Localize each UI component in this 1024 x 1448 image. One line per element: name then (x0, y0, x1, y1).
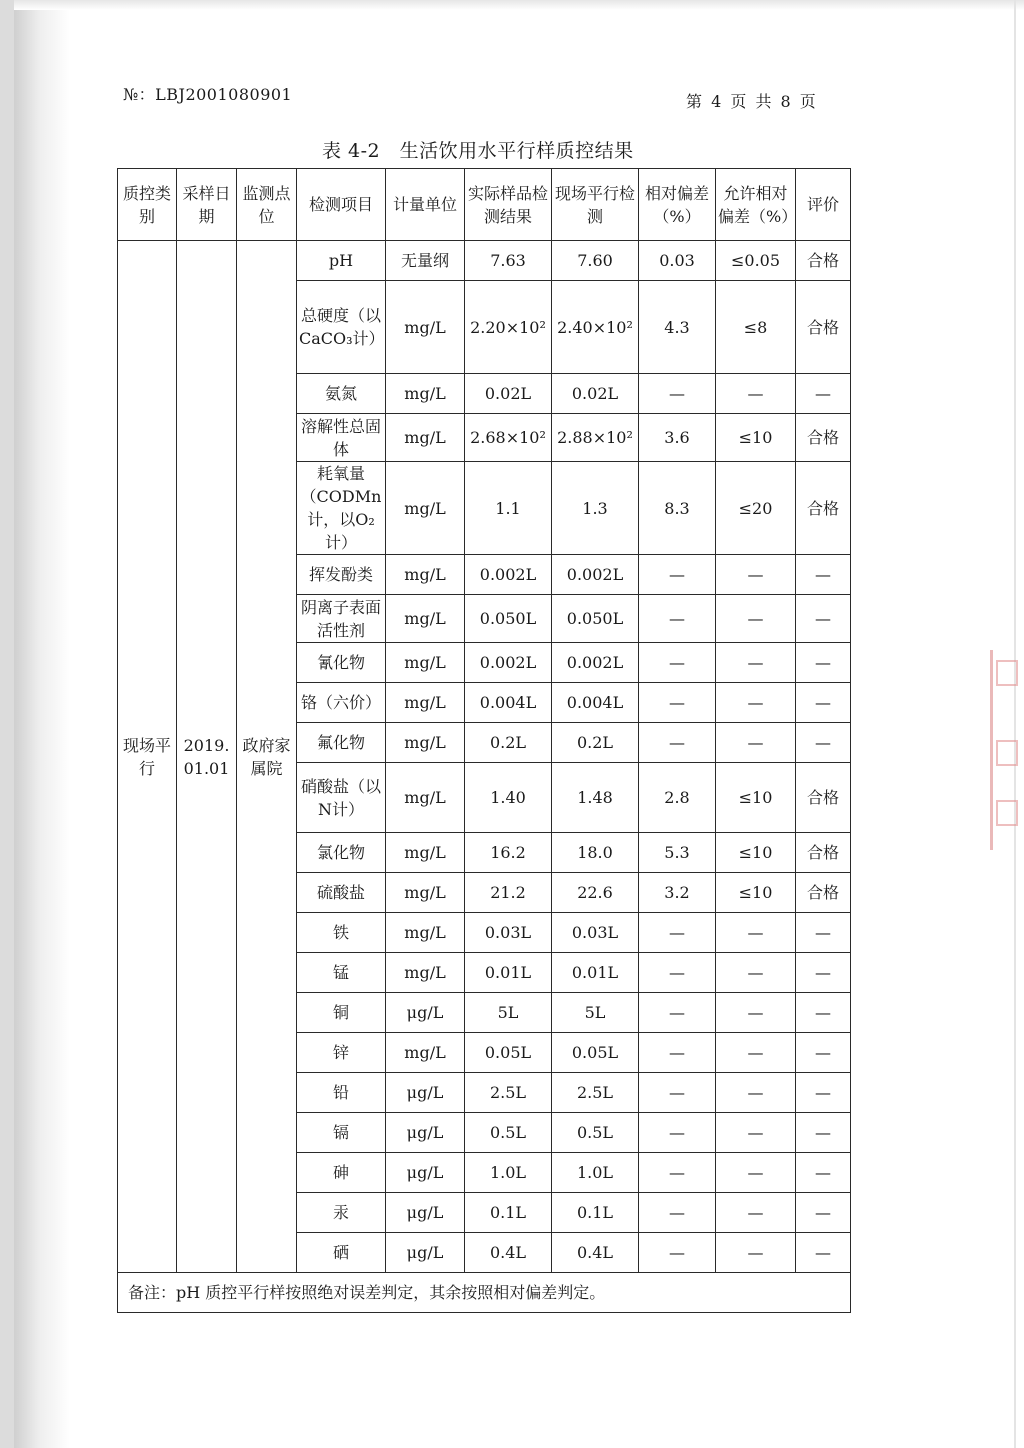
table-title: 表 4-2 生活饮用水平行样质控结果 (322, 140, 634, 162)
test-item: 铁 (297, 913, 386, 953)
col-header: 质控类别 (118, 169, 177, 241)
relative-deviation: — (639, 643, 716, 683)
actual-result: 2.20×10² (465, 281, 552, 374)
table-header-row (118, 169, 851, 241)
evaluation: — (796, 1153, 851, 1193)
col-header: 评价 (796, 169, 851, 241)
unit: μg/L (386, 1073, 465, 1113)
table-row (118, 241, 851, 281)
unit: mg/L (386, 462, 465, 555)
unit: μg/L (386, 1193, 465, 1233)
test-item: 铅 (297, 1073, 386, 1113)
test-item: 氟化物 (297, 723, 386, 763)
allowed-deviation: — (716, 555, 796, 595)
unit: μg/L (386, 1113, 465, 1153)
actual-result: 0.02L (465, 374, 552, 414)
note-row (118, 1273, 851, 1313)
evaluation: — (796, 913, 851, 953)
parallel-result: 22.6 (552, 873, 639, 913)
evaluation: 合格 (796, 462, 851, 555)
relative-deviation: — (639, 1153, 716, 1193)
test-item: 汞 (297, 1193, 386, 1233)
actual-result: 0.03L (465, 913, 552, 953)
actual-result: 7.63 (465, 241, 552, 281)
evaluation: 合格 (796, 241, 851, 281)
evaluation: — (796, 993, 851, 1033)
col-header: 允许相对偏差（%） (716, 169, 796, 241)
parallel-result: 18.0 (552, 833, 639, 873)
seal-stamp-mark (996, 740, 1018, 766)
unit: mg/L (386, 374, 465, 414)
parallel-result: 0.03L (552, 913, 639, 953)
relative-deviation: 2.8 (639, 763, 716, 833)
col-header: 监测点位 (237, 169, 297, 241)
test-item: 总硬度（以CaCO₃计） (297, 281, 386, 374)
evaluation: — (796, 723, 851, 763)
relative-deviation: — (639, 1193, 716, 1233)
table-note: 备注：pH 质控平行样按照绝对误差判定，其余按照相对偏差判定。 (118, 1273, 851, 1313)
test-item: 铜 (297, 993, 386, 1033)
actual-result: 0.004L (465, 683, 552, 723)
relative-deviation: — (639, 913, 716, 953)
report-number: №：LBJ2001080901 (123, 85, 293, 104)
col-header: 检测项目 (297, 169, 386, 241)
test-item: 阴离子表面活性剂 (297, 595, 386, 643)
col-header: 实际样品检测结果 (465, 169, 552, 241)
relative-deviation: — (639, 595, 716, 643)
parallel-result: 5L (552, 993, 639, 1033)
col-header: 采样日期 (177, 169, 237, 241)
col-header: 计量单位 (386, 169, 465, 241)
unit: mg/L (386, 643, 465, 683)
allowed-deviation: — (716, 1193, 796, 1233)
unit: 无量纲 (386, 241, 465, 281)
relative-deviation: — (639, 1113, 716, 1153)
relative-deviation: — (639, 953, 716, 993)
evaluation: — (796, 1113, 851, 1153)
parallel-result: 1.3 (552, 462, 639, 555)
actual-result: 2.68×10² (465, 414, 552, 462)
col-header: 现场平行检测 (552, 169, 639, 241)
evaluation: 合格 (796, 763, 851, 833)
actual-result: 5L (465, 993, 552, 1033)
unit: mg/L (386, 555, 465, 595)
test-item: 硒 (297, 1233, 386, 1273)
allowed-deviation: ≤10 (716, 414, 796, 462)
evaluation: 合格 (796, 281, 851, 374)
unit: mg/L (386, 1033, 465, 1073)
evaluation: 合格 (796, 833, 851, 873)
actual-result: 1.40 (465, 763, 552, 833)
actual-result: 0.050L (465, 595, 552, 643)
evaluation: — (796, 555, 851, 595)
test-item: 氰化物 (297, 643, 386, 683)
allowed-deviation: — (716, 683, 796, 723)
allowed-deviation: — (716, 595, 796, 643)
relative-deviation: — (639, 555, 716, 595)
unit: mg/L (386, 683, 465, 723)
parallel-result: 0.002L (552, 643, 639, 683)
allowed-deviation: — (716, 374, 796, 414)
allowed-deviation: — (716, 1233, 796, 1273)
actual-result: 1.0L (465, 1153, 552, 1193)
unit: μg/L (386, 993, 465, 1033)
actual-result: 0.1L (465, 1193, 552, 1233)
evaluation: — (796, 953, 851, 993)
test-item: 氯化物 (297, 833, 386, 873)
allowed-deviation: ≤8 (716, 281, 796, 374)
allowed-deviation: ≤0.05 (716, 241, 796, 281)
sample-date-cell: 2019.01.01 (177, 241, 237, 1273)
allowed-deviation: — (716, 1113, 796, 1153)
unit: μg/L (386, 1153, 465, 1193)
col-header: 相对偏差（%） (639, 169, 716, 241)
evaluation: 合格 (796, 873, 851, 913)
actual-result: 1.1 (465, 462, 552, 555)
evaluation: — (796, 1073, 851, 1113)
relative-deviation: — (639, 1233, 716, 1273)
test-item: 硫酸盐 (297, 873, 386, 913)
relative-deviation: — (639, 1073, 716, 1113)
unit: mg/L (386, 953, 465, 993)
scan-edge (0, 0, 14, 1448)
test-item: 铬（六价） (297, 683, 386, 723)
seal-stamp-mark (996, 800, 1018, 826)
actual-result: 0.05L (465, 1033, 552, 1073)
scan-top-edge (14, 0, 1024, 10)
parallel-result: 0.4L (552, 1233, 639, 1273)
allowed-deviation: — (716, 1153, 796, 1193)
allowed-deviation: ≤10 (716, 763, 796, 833)
allowed-deviation: — (716, 913, 796, 953)
actual-result: 0.002L (465, 555, 552, 595)
evaluation: — (796, 374, 851, 414)
allowed-deviation: ≤10 (716, 873, 796, 913)
parallel-result: 0.2L (552, 723, 639, 763)
qc-type-cell: 现场平行 (118, 241, 177, 1273)
test-item: 锰 (297, 953, 386, 993)
unit: mg/L (386, 414, 465, 462)
unit: mg/L (386, 913, 465, 953)
actual-result: 16.2 (465, 833, 552, 873)
relative-deviation: — (639, 683, 716, 723)
qc-results-table (117, 168, 851, 1313)
relative-deviation: 4.3 (639, 281, 716, 374)
parallel-result: 1.0L (552, 1153, 639, 1193)
parallel-result: 0.02L (552, 374, 639, 414)
page-number: 第 4 页 共 8 页 (686, 92, 818, 111)
allowed-deviation: — (716, 993, 796, 1033)
test-item: pH (297, 241, 386, 281)
site-cell: 政府家属院 (237, 241, 297, 1273)
seal-stamp-mark (996, 660, 1018, 686)
test-item: 镉 (297, 1113, 386, 1153)
evaluation: 合格 (796, 414, 851, 462)
actual-result: 0.5L (465, 1113, 552, 1153)
test-item: 砷 (297, 1153, 386, 1193)
actual-result: 21.2 (465, 873, 552, 913)
evaluation: — (796, 683, 851, 723)
evaluation: — (796, 1033, 851, 1073)
actual-result: 0.4L (465, 1233, 552, 1273)
relative-deviation: 3.6 (639, 414, 716, 462)
test-item: 硝酸盐（以N计） (297, 763, 386, 833)
allowed-deviation: — (716, 1033, 796, 1073)
relative-deviation: — (639, 374, 716, 414)
test-item: 耗氧量（CODMn计，以O₂计） (297, 462, 386, 555)
relative-deviation: — (639, 1033, 716, 1073)
test-item: 挥发酚类 (297, 555, 386, 595)
parallel-result: 0.1L (552, 1193, 639, 1233)
allowed-deviation: — (716, 953, 796, 993)
allowed-deviation: ≤10 (716, 833, 796, 873)
relative-deviation: 3.2 (639, 873, 716, 913)
actual-result: 0.002L (465, 643, 552, 683)
relative-deviation: 8.3 (639, 462, 716, 555)
parallel-result: 0.002L (552, 555, 639, 595)
parallel-result: 1.48 (552, 763, 639, 833)
evaluation: — (796, 595, 851, 643)
relative-deviation: — (639, 723, 716, 763)
allowed-deviation: — (716, 723, 796, 763)
test-item: 锌 (297, 1033, 386, 1073)
evaluation: — (796, 1193, 851, 1233)
unit: mg/L (386, 723, 465, 763)
evaluation: — (796, 643, 851, 683)
actual-result: 0.01L (465, 953, 552, 993)
actual-result: 2.5L (465, 1073, 552, 1113)
parallel-result: 2.5L (552, 1073, 639, 1113)
unit: mg/L (386, 833, 465, 873)
relative-deviation: 5.3 (639, 833, 716, 873)
parallel-result: 2.40×10² (552, 281, 639, 374)
parallel-result: 0.05L (552, 1033, 639, 1073)
unit: mg/L (386, 873, 465, 913)
actual-result: 0.2L (465, 723, 552, 763)
evaluation: — (796, 1233, 851, 1273)
parallel-result: 0.004L (552, 683, 639, 723)
parallel-result: 0.01L (552, 953, 639, 993)
unit: μg/L (386, 1233, 465, 1273)
allowed-deviation: — (716, 643, 796, 683)
relative-deviation: 0.03 (639, 241, 716, 281)
allowed-deviation: ≤20 (716, 462, 796, 555)
test-item: 溶解性总固体 (297, 414, 386, 462)
allowed-deviation: — (716, 1073, 796, 1113)
relative-deviation: — (639, 993, 716, 1033)
test-item: 氨氮 (297, 374, 386, 414)
scan-shadow (14, 0, 70, 1448)
unit: mg/L (386, 763, 465, 833)
parallel-result: 7.60 (552, 241, 639, 281)
parallel-result: 0.050L (552, 595, 639, 643)
parallel-result: 2.88×10² (552, 414, 639, 462)
parallel-result: 0.5L (552, 1113, 639, 1153)
unit: mg/L (386, 595, 465, 643)
unit: mg/L (386, 281, 465, 374)
